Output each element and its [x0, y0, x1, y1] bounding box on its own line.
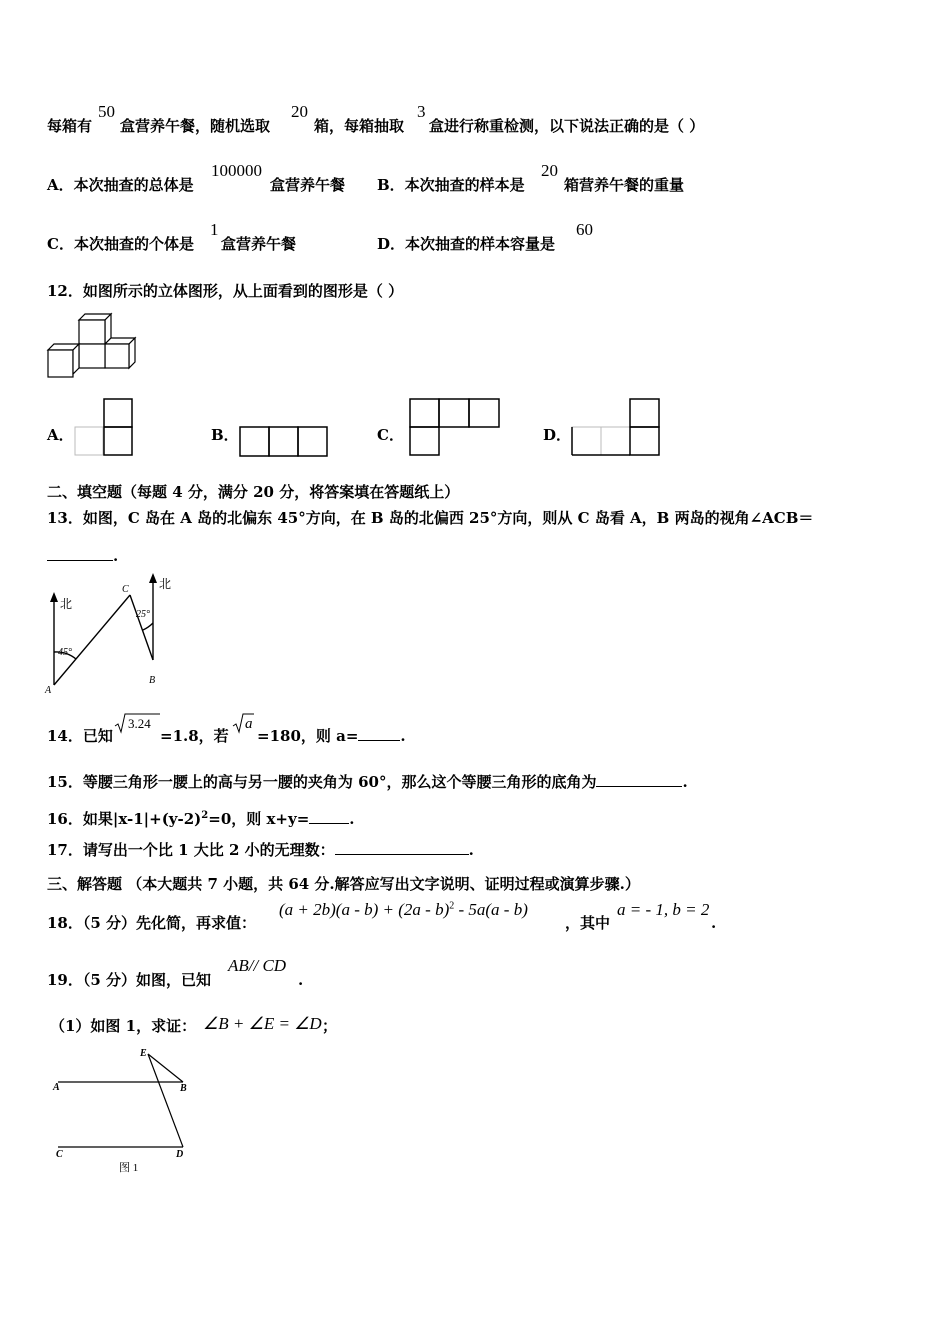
q11-option-a-value: 100000: [211, 161, 262, 180]
q14-radicand-1: 3.24: [128, 716, 151, 731]
q12-stem: 12．如图所示的立体图形，从上面看到的图形是（ ）: [47, 282, 404, 300]
q19-claim-tail: ；: [322, 1017, 338, 1035]
q19-claim-text: ∠B + ∠E = ∠D: [203, 1014, 322, 1033]
q12-option-b-label: B．: [211, 426, 239, 444]
q19-claim: [203, 1014, 322, 1034]
q13-label-c: C: [122, 584, 129, 595]
q15-line: [47, 772, 688, 792]
q12-option-d-figure: [571, 398, 661, 456]
q17-line: [47, 840, 474, 860]
q13-angle-45: 45°: [58, 647, 72, 658]
q12-option-c-label: C．: [377, 426, 404, 444]
q18-cond-text: a = - 1, b = 2: [617, 900, 710, 919]
q16-exponent: 2: [201, 810, 209, 821]
q13-angle-25: 25°: [136, 609, 150, 620]
q14-radicand-2: a: [245, 716, 253, 732]
q11-option-b-label: B．本次抽查的样本是: [377, 176, 525, 194]
q11-option-a-tail: 盒营养午餐: [270, 176, 346, 194]
q17-stem: 17．请写出一个比 1 大比 2 小的无理数：: [47, 841, 335, 859]
q14-tail: .: [400, 727, 406, 745]
q16-answer-blank[interactable]: [309, 809, 349, 824]
q19-label-d: D: [176, 1149, 184, 1160]
q12-option-c-figure: [409, 398, 501, 456]
q16-part1: 16．如果|x-1|+(y-2): [47, 810, 202, 828]
q19-label-e: E: [140, 1048, 147, 1059]
q18-expr-b: - 5a(a - b): [454, 900, 528, 919]
q17-answer-blank[interactable]: [335, 840, 469, 855]
q19-label-a: A: [53, 1082, 60, 1093]
q11-stem-part1: 每箱有: [47, 117, 93, 135]
q11-option-b-value: 20: [541, 161, 558, 180]
q19-given-text: AB// CD: [228, 956, 287, 975]
q14-part3: =180，则 a=: [257, 727, 359, 745]
q13-north-label-b: 北: [159, 577, 172, 591]
q11-value-3: 3: [417, 102, 426, 121]
q14-part2: =1.8，若: [160, 727, 229, 745]
q13-answer-line: [47, 546, 118, 566]
q17-tail: .: [468, 841, 474, 859]
q18-part1: 18．（5 分）先化简，再求值：: [47, 914, 257, 932]
q14-sqrt-3-24: [114, 712, 162, 734]
q19-label-c: C: [56, 1149, 63, 1160]
q14-line: [257, 726, 406, 746]
section3-title: 三、解答题 （本大题共 7 小题，共 64 分.解答应写出文字说明、证明过程或演算步骤.）: [47, 875, 640, 893]
q14-sqrt-a: [232, 712, 256, 734]
q16-part2: =0，则 x+y=: [208, 810, 310, 828]
q19-figure-1: [50, 1044, 200, 1174]
q19-part1: 19．（5 分）如图，已知: [47, 971, 212, 989]
q13-stem: 13．如图，C 岛在 A 岛的北偏东 45°方向，在 B 岛的北偏西 25°方向，则从 C 岛看 A，B 两岛的视角∠ACB＝: [47, 509, 814, 527]
section2-title: 二、填空题（每题 4 分，满分 20 分，将答案填在答题纸上）: [47, 483, 460, 501]
q18-expr-a: (a + 2b)(a - b) + (2a - b): [279, 900, 450, 919]
q16-tail: .: [349, 810, 355, 828]
q19-part1-label: （1）如图 1，求证：: [50, 1017, 197, 1035]
q12-option-b-figure: [239, 426, 329, 458]
q16-line: [47, 806, 355, 829]
q11-option-d-value: 60: [576, 220, 593, 239]
q11-option-c-value: 1: [210, 220, 219, 239]
q11-stem-part3: 箱，每箱抽取: [314, 117, 405, 135]
q11-value-20: 20: [291, 102, 308, 121]
q12-option-a-label: A．: [47, 426, 74, 444]
q11-option-c-tail: 盒营养午餐: [221, 235, 297, 253]
q11-option-a-label: A．本次抽查的总体是: [47, 176, 194, 194]
q13-tail: .: [113, 547, 119, 565]
q18-part2: ，其中: [565, 914, 611, 932]
q18-condition: [617, 900, 709, 920]
q14-part1: 14．已知: [47, 727, 113, 745]
q18-tail: .: [711, 914, 717, 932]
q15-stem: 15．等腰三角形一腰上的高与另一腰的夹角为 60°，那么这个等腰三角形的底角为: [47, 773, 597, 791]
q13-island-figure: [40, 572, 180, 697]
q19-given: [228, 956, 286, 976]
q18-exponent: 2: [449, 900, 455, 912]
q18-expression: [279, 900, 528, 920]
q11-value-50: 50: [98, 102, 115, 121]
q11-stem-part2: 盒营养午餐，随机选取: [120, 117, 271, 135]
q19-label-b: B: [180, 1083, 187, 1094]
q19-caption: 图 1: [119, 1162, 139, 1174]
q13-answer-blank[interactable]: [47, 546, 113, 561]
q11-stem-part4: 盒进行称重检测，以下说法正确的是（ ）: [429, 117, 705, 135]
q13-north-label-a: 北: [60, 597, 73, 611]
q15-answer-blank[interactable]: [596, 772, 682, 787]
q11-option-d-label: D．本次抽查的样本容量是: [377, 235, 556, 253]
q19-tail: .: [298, 971, 304, 989]
q13-label-b: B: [149, 675, 156, 686]
q11-option-b-tail: 箱营养午餐的重量: [564, 176, 685, 194]
q12-option-a-figure: [74, 398, 134, 456]
q14-answer-blank[interactable]: [358, 726, 400, 741]
q12-option-d-label: D．: [543, 426, 572, 444]
q12-solid-figure: [46, 312, 138, 380]
q11-option-c-label: C．本次抽查的个体是: [47, 235, 194, 253]
q15-tail: .: [682, 773, 688, 791]
q13-label-a: A: [45, 685, 52, 696]
